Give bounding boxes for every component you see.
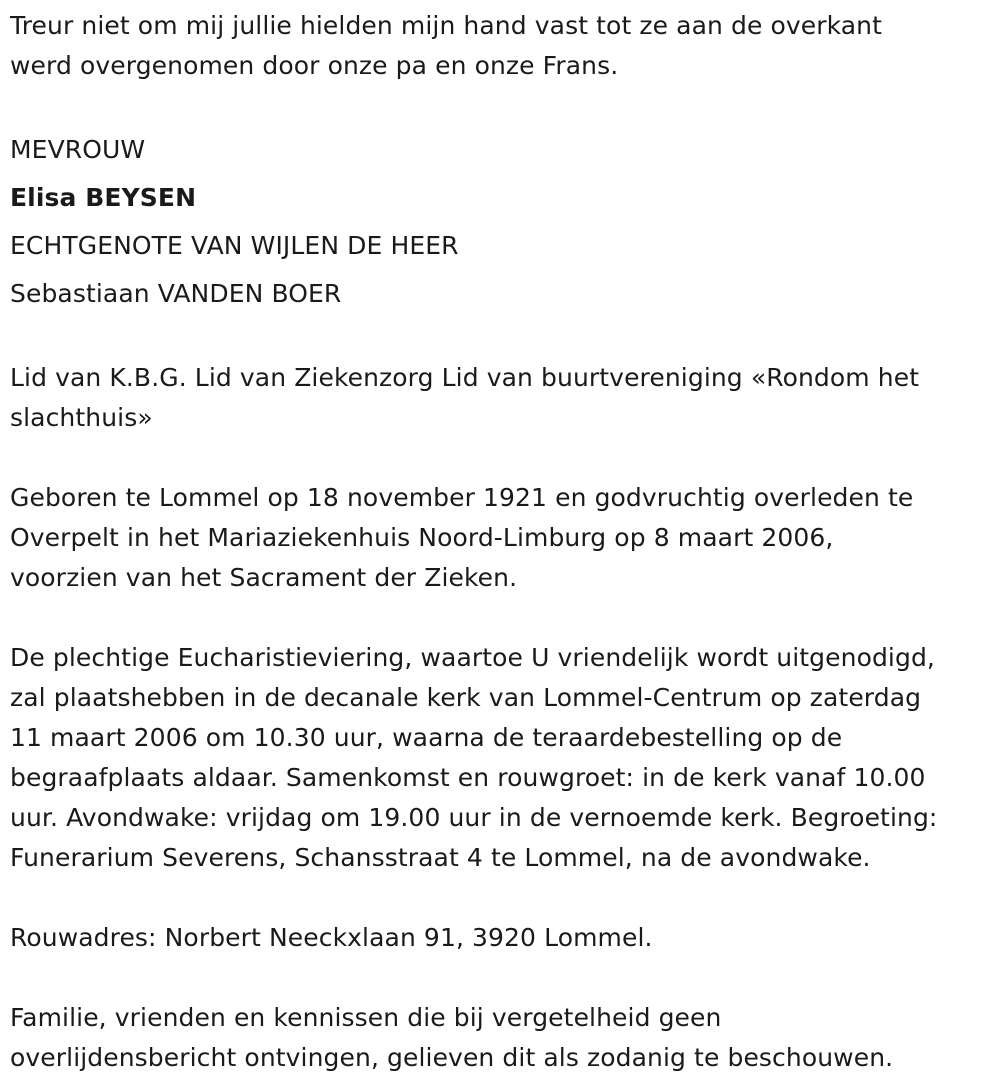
closing-paragraph xyxy=(10,998,995,1078)
ceremony-line: uur. Avondwake: vrijdag om 19.00 uur in de vernoemde kerk. Begroeting: xyxy=(10,803,938,832)
spacer xyxy=(10,438,995,478)
ceremony-line: De plechtige Eucharistieviering, waartoe U vriendelijk wordt uitgenodigd, xyxy=(10,643,935,672)
memberships-paragraph xyxy=(10,358,995,438)
closing-line: Familie, vrienden en kennissen die bij vergetelheid geen xyxy=(10,1003,722,1032)
memberships-line: Lid van K.B.G. Lid van Ziekenzorg Lid van buurtvereniging «Rondom het xyxy=(10,363,920,392)
memberships-line: slachthuis» xyxy=(10,403,153,432)
birth-death-line: Geboren te Lommel op 18 november 1921 en godvruchtig overleden te xyxy=(10,483,914,512)
ceremony-line: Funerarium Severens, Schansstraat 4 te Lommel, na de avondwake. xyxy=(10,843,871,872)
intro-line: werd overgenomen door onze pa en onze Frans. xyxy=(10,51,619,80)
birth-death-line: Overpelt in het Mariaziekenhuis Noord-Limburg op 8 maart 2006, xyxy=(10,523,834,552)
relation-line: ECHTGENOTE VAN WIJLEN DE HEER xyxy=(10,231,459,260)
address-paragraph xyxy=(10,918,995,958)
intro-verse xyxy=(10,6,995,86)
spouse-name: Sebastiaan VANDEN BOER xyxy=(10,279,342,308)
salutation: MEVROUW xyxy=(10,135,146,164)
ceremony-line: 11 maart 2006 om 10.30 uur, waarna de teraardebestelling op de xyxy=(10,723,843,752)
obituary-notice xyxy=(10,6,995,1078)
intro-line: Treur niet om mij jullie hielden mijn hand vast tot ze aan de overkant xyxy=(10,11,883,40)
birth-death-line: voorzien van het Sacrament der Zieken. xyxy=(10,563,518,592)
closing-line: overlijdensbericht ontvingen, gelieven dit als zodanig te beschouwen. xyxy=(10,1043,894,1072)
spacer xyxy=(10,598,995,638)
ceremony-line: zal plaatshebben in de decanale kerk van Lommel-Centrum op zaterdag xyxy=(10,683,922,712)
ceremony-paragraph xyxy=(10,638,995,878)
birth-death-paragraph xyxy=(10,478,995,598)
spacer xyxy=(10,958,995,998)
spacer xyxy=(10,318,995,358)
ceremony-line: begraafplaats aldaar. Samenkomst en rouwgroet: in de kerk vanaf 10.00 xyxy=(10,763,926,792)
spacer xyxy=(10,86,995,126)
mourning-address: Rouwadres: Norbert Neeckxlaan 91, 3920 Lommel. xyxy=(10,923,653,952)
deceased-name: Elisa BEYSEN xyxy=(10,183,197,212)
spacer xyxy=(10,878,995,918)
deceased-header xyxy=(10,126,995,318)
